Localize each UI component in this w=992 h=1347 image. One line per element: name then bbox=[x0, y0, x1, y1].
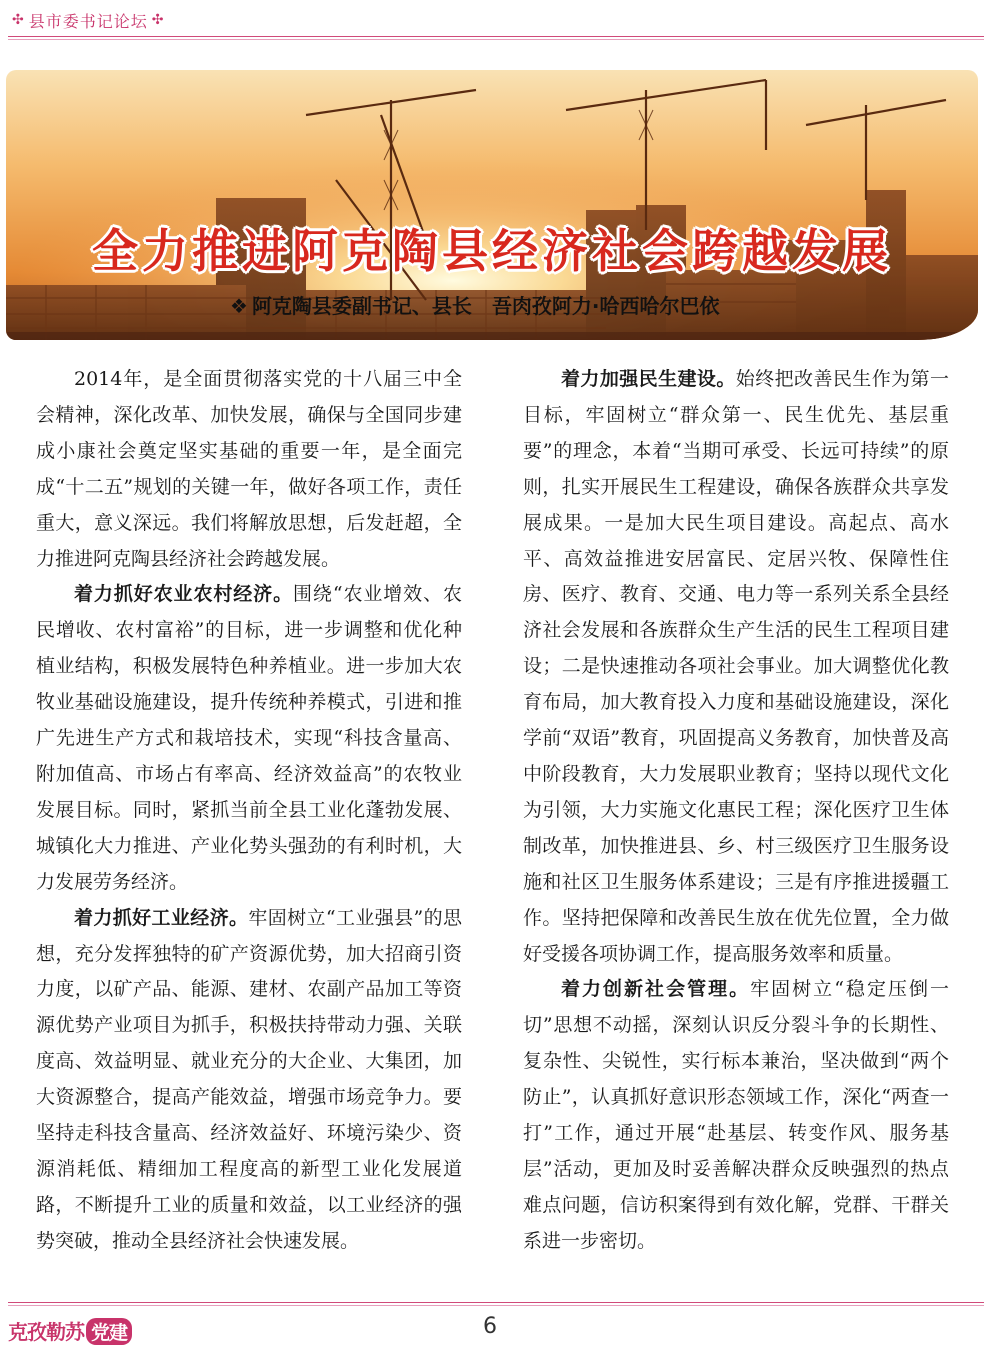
page-number: 6 bbox=[483, 1314, 497, 1339]
paragraph-lead: 着力抓好农业农村经济。 bbox=[74, 583, 293, 606]
paragraph bbox=[36, 901, 462, 1260]
paragraph-lead: 着力加强民生建设。 bbox=[561, 368, 736, 390]
paragraph-lead: 着力抓好工业经济。 bbox=[74, 906, 249, 929]
byline bbox=[230, 290, 720, 319]
byline-diamond-icon: ❖ bbox=[230, 294, 248, 318]
section-title: 县市委书记论坛 bbox=[28, 11, 148, 31]
logo-text: 克孜勒苏 bbox=[8, 1320, 84, 1344]
paragraph bbox=[523, 362, 949, 972]
article-column-right bbox=[523, 362, 949, 1260]
paragraph-text: 围绕“农业增效、农民增收、农村富裕”的目标，进一步调整和优化种植业结构，积极发展特色种养植业。进一步加大农牧业基础设施建设，提升传统种养模式，引进和推广先进生产方式和栽培技术，实现“科技含量高、附加值高、市场占有率高、经济效益高”的农牧业发展目标。同时，紧抓当前全县工业化蓬勃发展、城镇化大力推进、产业化势头强劲的有利时机，大力发展劳务经济。 bbox=[36, 583, 462, 893]
article-column-left bbox=[36, 362, 462, 1260]
magazine-logo bbox=[8, 1316, 132, 1345]
author-role: 阿克陶县委副书记、县长 bbox=[251, 294, 472, 318]
paragraph-text: 牢固树立“工业强县”的思想，充分发挥独特的矿产资源优势，加大招商引资力度，以矿产品、能源、建材、农副产品加工等资源优势产业项目为抓手，积极扶持带动力强、关联度高、效益明显、就业充分的大企业、大集团，加大资源整合，提高产能效益，增强市场竞争力。要坚持走科技含量高、经济效益好、环境污染少、资源消耗低、精细加工程度高的新型工业化发展道路，不断提升工业的质量和效益，以工业经济的强势突破，推动全县经济社会快速发展。 bbox=[36, 906, 462, 1252]
flourish-right-icon: ✣ bbox=[151, 12, 165, 28]
paragraph-text: 牢固树立“稳定压倒一切”思想不动摇，深刻认识反分裂斗争的长期性、复杂性、尖锐性，实行标本兼治，坚决做到“两个防止”，认真抓好意识形态领域工作，深化“两查一打”工作，通过开展“赴基层、转变作风、服务基层”活动，更加及时妥善解决群众反映强烈的热点难点问题，信访积案得到有效化解，党群、干群关系进一步密切。 bbox=[523, 978, 949, 1252]
footer-divider bbox=[8, 1302, 984, 1306]
flourish-left-icon: ✣ bbox=[12, 12, 25, 28]
running-header bbox=[8, 6, 984, 34]
paragraph-text: 2014年，是全面贯彻落实党的十八届三中全会精神，深化改革、加快发展，确保与全国同步建成小康社会奠定坚实基础的重要一年，是全面完成“十二五”规划的关键一年，做好各项工作，责任重大，意义深远。我们将解放思想，后发赶超，全力推进阿克陶县经济社会跨越发展。 bbox=[36, 368, 462, 570]
paragraph-lead: 着力创新社会管理。 bbox=[561, 978, 751, 1001]
logo-seal: 党建 bbox=[86, 1318, 132, 1345]
article-title: 全力推进阿克陶县经济社会跨越发展 bbox=[92, 224, 892, 278]
paragraph bbox=[36, 577, 462, 900]
paragraph bbox=[523, 972, 949, 1259]
paragraph bbox=[36, 362, 462, 577]
paragraph-text: 始终把改善民生作为第一目标，牢固树立“群众第一、民生优先、基层重要”的理念，本着“当期可承受、长远可持续”的原则，扎实开展民生工程建设，确保各族群众共享发展成果。一是加大民生项目建设。高起点、高水平、高效益推进安居富民、定居兴牧、保障性住房、医疗、教育、交通、电力等一系列关系全县经济社会发展和各族群众生产生活的民生工程项目建设；二是快速推动各项社会事业。加大调整优化教育布局，加大教育投入力度和基础设施建设，深化学前“双语”教育，巩固提高义务教育，加快普及高中阶段教育，大力发展职业教育；坚持以现代文化为引领，大力实施文化惠民工程；深化医疗卫生体制改革，加快推进县、乡、村三级医疗卫生服务设施和社区卫生服务体系建设；三是有序推进援疆工作。坚持把保障和改善民生放在优先位置，全力做好受援各项协调工作，提高服务效率和质量。 bbox=[523, 368, 949, 965]
author-name: 吾肉孜阿力·哈西哈尔巴依 bbox=[491, 294, 720, 318]
header-divider bbox=[8, 36, 984, 40]
